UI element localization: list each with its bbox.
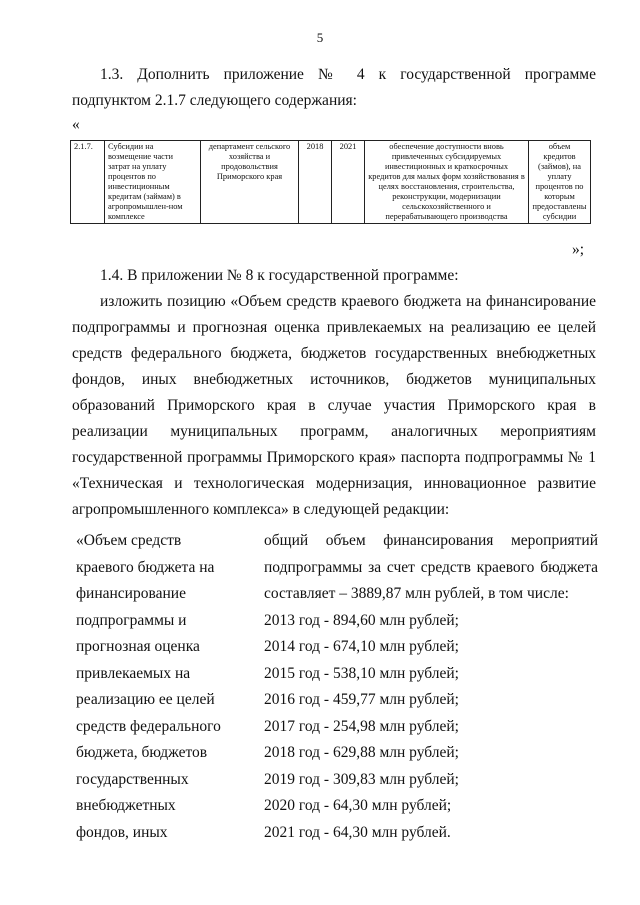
- list-item: подпрограммы и 2013 год - 894,60 млн рублей;: [76, 611, 459, 629]
- page-number: 5: [316, 30, 324, 45]
- paragraph-1-4-body: изложить позицию «Объем средств краевого бюджета на финансирование подпрограммы и прогнозная оценка привлекаемых на реализацию ее целей средств федерального бюджета, бюджетов государственных внебюджетных фондов, иных внебюджетных источников, бюджетов муниципальных образований Приморского края в случае участия Приморского края в реализации муниципальных программ, аналогичных мероприятиям государственной программы Приморского края» паспорта подпрограммы № 1 «Техническая и технологическая модернизация, инновационное развитие агропромышленного комплекса» в следующей редакции:: [72, 293, 596, 518]
- quote-open: «: [72, 116, 80, 133]
- list-item: привлекаемых на 2015 год - 538,10 млн рублей;: [76, 664, 459, 682]
- cell-result: обеспечение доступности вновь привлеченных субсидируемых инвестиционных и краткосрочных кредитов для малых форм хозяйствования в целях восстановления, строительства, реконструкции, модернизации сельскохозяйственного и перерабатывающего производства: [365, 141, 529, 224]
- list-item: государственных 2019 год - 309,83 млн рублей;: [76, 770, 459, 788]
- paragraph-1-4: 1.4. В приложении № 8 к государственной программе:: [100, 267, 459, 284]
- list-item: средств федерального 2017 год - 254,98 млн рублей;: [76, 717, 459, 735]
- table-row: [71, 141, 591, 224]
- cell-indicator: объем кредитов (займов), на уплату процентов по которым предоставлены субсидии: [529, 141, 591, 224]
- cell-year-end: 2021: [332, 141, 365, 224]
- list-item: реализацию ее целей 2016 год - 459,77 млн рублей;: [76, 691, 459, 708]
- cell-num: 2.1.7.: [71, 141, 105, 224]
- list-item: фондов, иных 2021 год - 64,30 млн рублей.: [76, 823, 451, 841]
- cell-year-start: 2018: [299, 141, 332, 224]
- list-item: бюджета, бюджетов 2018 год - 629,88 млн рублей;: [76, 744, 459, 761]
- cell-executor: департамент сельского хозяйства и продовольствия Приморского края: [201, 141, 299, 224]
- subitem-table: [70, 140, 591, 224]
- cell-subject: Субсидии на возмещение части затрат на уплату процентов по инвестиционным кредитам (займам) в агропромышлен-ном комплексе: [105, 141, 201, 224]
- list-item: краевого бюджета на подпрограммы за счет средств краевого бюджета: [76, 558, 598, 576]
- list-item: прогнозная оценка 2014 год - 674,10 млн рублей;: [76, 638, 459, 655]
- quote-close: »;: [572, 241, 585, 258]
- list-item: финансирование составляет – 3889,87 млн рублей, в том числе:: [76, 585, 569, 602]
- list-item: «Объем средств общий объем финансирования мероприятий: [76, 532, 598, 549]
- funding-position: [76, 528, 598, 846]
- paragraph-1-3: 1.3. Дополнить приложение № 4 к государственной программе подпунктом 2.1.7 следующего содержания:: [72, 66, 596, 109]
- list-item: внебюджетных 2020 год - 64,30 млн рублей;: [76, 797, 452, 814]
